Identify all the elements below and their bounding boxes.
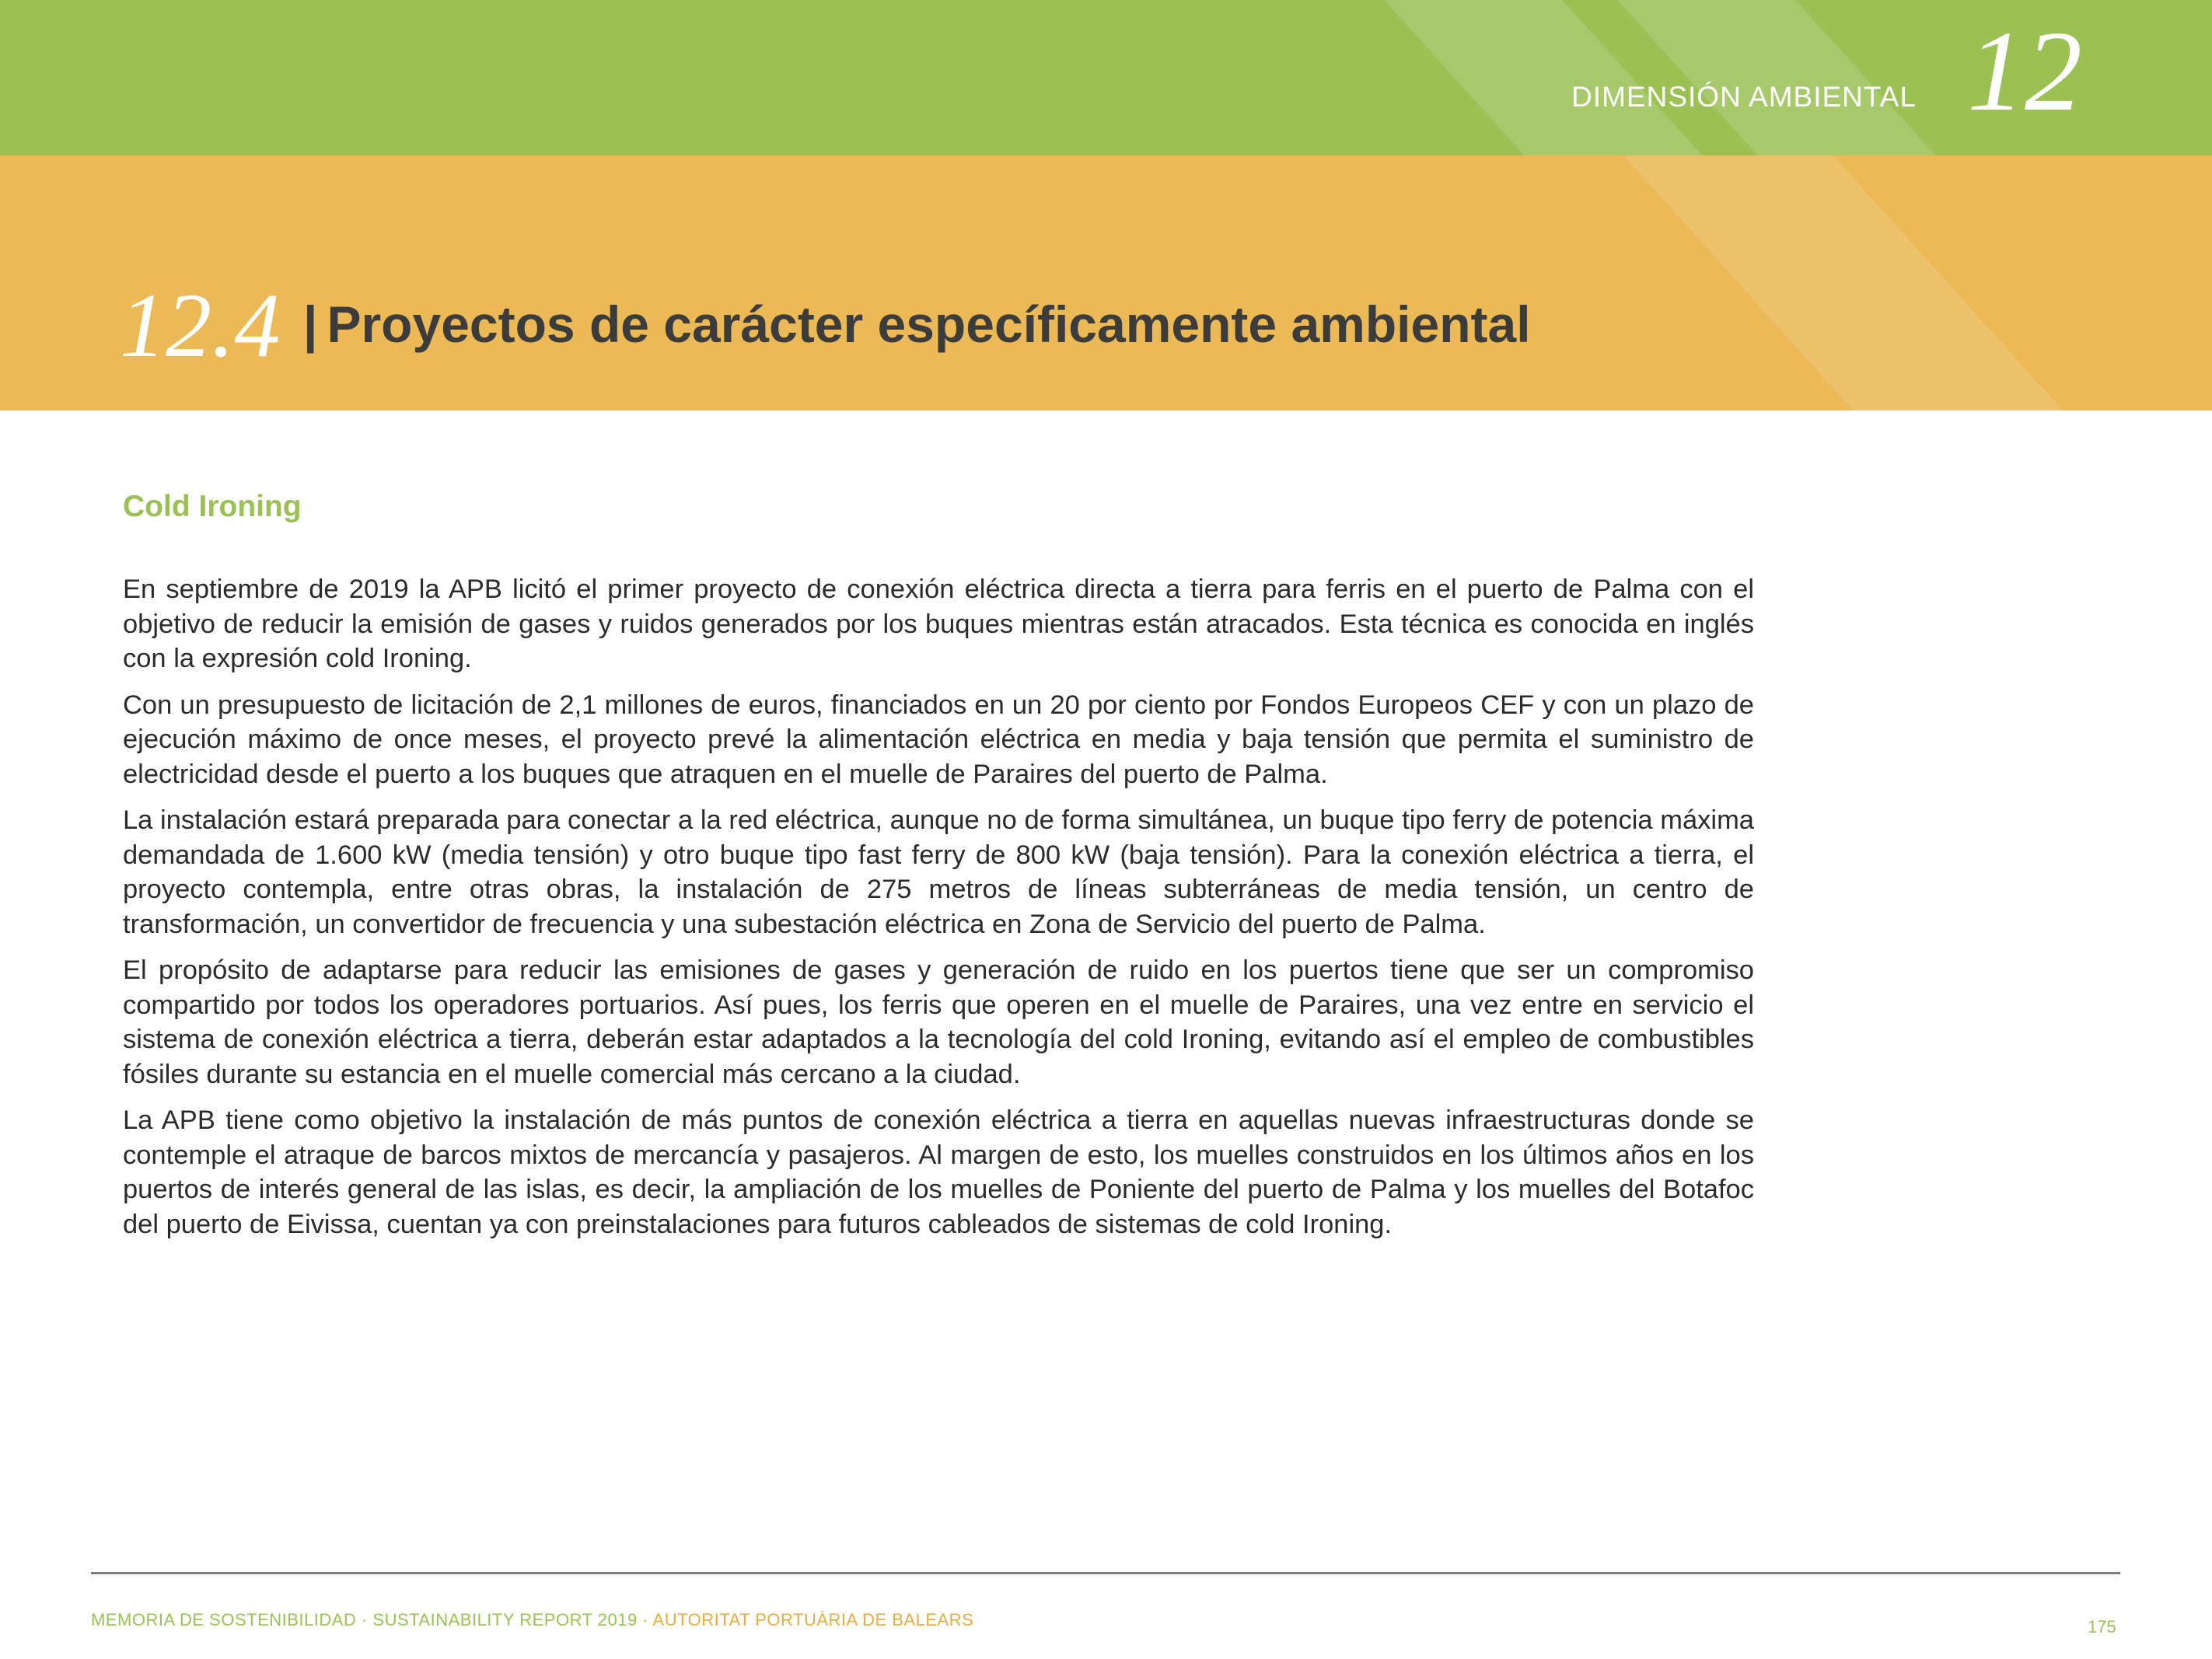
chapter-number: 12 [1967, 8, 2082, 135]
chapter-header-band [0, 0, 2212, 155]
footer-divider [91, 1572, 2120, 1574]
section-number: 12.4 [120, 274, 281, 376]
paragraph: En septiembre de 2019 la APB licitó el primer proyecto de conexión eléctrica directa a tierra para ferris en el puerto de Palma con el objetivo de reducir la emisión de gases y ruidos generados por los buques mientras están atracados. Esta técnica es conocida en inglés con la expresión cold Ironing. [123, 575, 1754, 673]
paragraph: La instalación estará preparada para conectar a la red eléctrica, aunque no de forma simultánea, un buque tipo ferry de potencia máxima demandada de 1.600 kW (media tensión) y otro buque tipo fast ferry de 800 kW (baja tensión). Para la conexión eléctrica a tierra, el proyecto contempla, entre otras obras, la instalación de 275 metros de líneas subterráneas de media tensión, un centro de transformación, un convertidor de frecuencia y una subestación eléctrica en Zona de Servicio del puerto de Palma. [123, 805, 1754, 939]
paragraph: Con un presupuesto de licitación de 2,1 millones de euros, financiados en un 20 por ciento por Fondos Europeos CEF y con un plazo de ejecución máximo de once meses, el proyecto prevé la alimentación eléctrica en media y baja tensión que permita el suministro de electricidad desde el puerto a los buques que atraquen en el muelle de Paraires del puerto de Palma. [123, 690, 1754, 789]
page-number: 175 [2088, 1617, 2116, 1636]
body-text [123, 572, 1754, 1253]
paragraph: El propósito de adaptarse para reducir las emisiones de gases y generación de ruido en los puertos tiene que ser un compromiso compartido por todos los operadores portuarios. Así pues, los ferris que operen en el muelle de Paraires, una vez entre en servicio el sistema de conexión eléctrica a tierra, deberán estar adaptados a la tecnología del cold Ironing, evitando así el empleo de combustibles fósiles durante su estancia en el muelle comercial más cercano a la ciudad. [123, 955, 1754, 1089]
section-title-band [0, 155, 2212, 410]
section-title [303, 295, 1531, 353]
paragraph: La APB tiene como objetivo la instalación de más puntos de conexión eléctrica a tierra en aquellas nuevas infraestructuras donde se contemple el atraque de barcos mixtos de mercancía y pasajeros. Al margen de esto, los muelles construidos en los últimos años en los puertos de interés general de las islas, es decir, la ampliación de los muelles de Poniente del puerto de Palma y los muelles del Botafoc del puerto de Eivissa, cuentan ya con preinstalaciones para futuros cableados de sistemas de cold Ironing. [123, 1105, 1754, 1239]
decorative-stripe [1494, 155, 2212, 410]
footer-report-name: MEMORIA DE SOSTENIBILIDAD · SUSTAINABILITY REPORT 2019 · [91, 1610, 653, 1629]
footer-organization: AUTORITAT PORTUÀRIA DE BALEARS [652, 1610, 974, 1629]
title-separator: | [303, 295, 318, 353]
footer-report-title [91, 1610, 973, 1630]
chapter-label: DIMENSIÓN AMBIENTAL [1571, 81, 1917, 113]
subheading: Cold Ironing [123, 490, 302, 523]
section-title-text: Proyectos de carácter específicamente ambiental [327, 295, 1531, 353]
